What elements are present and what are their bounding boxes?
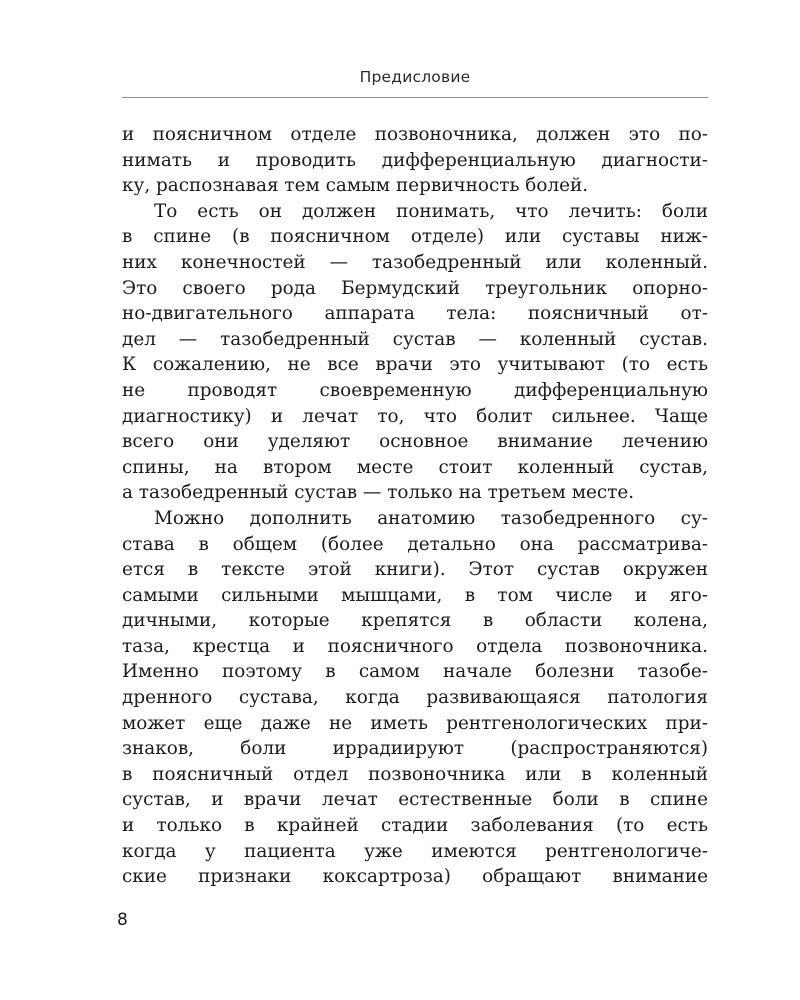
text-line: сустав, и врачи лечат естественные боли в спине	[122, 789, 708, 811]
text-line: самыми сильными мышцами, в том числе и яго-	[122, 584, 708, 606]
text-line: всего они уделяют основное внимание лечению	[122, 431, 708, 453]
text-line: дичными, которые крепятся в области колена,	[122, 610, 708, 632]
text-line: дренного сустава, когда развивающаяся патология	[122, 687, 708, 709]
text-line: нимать и проводить дифференциальную диагности-	[122, 149, 708, 171]
text-line: может еще даже не иметь рентгенологических при-	[122, 712, 708, 734]
text-line: в спине (в поясничном отделе) или суставы ниж-	[122, 226, 708, 248]
text-line: не проводят своевременную дифференциальную	[122, 379, 708, 401]
text-line: спины, на втором месте стоит коленный сустав,	[122, 456, 708, 478]
text-line: диагностику) и лечат то, что болит сильнее. Чаще	[122, 405, 708, 427]
text-line: К сожалению, не все врачи это учитывают (то есть	[122, 354, 708, 376]
text-line: става в общем (более детально она рассматрива-	[122, 533, 708, 555]
text-line: знаков, боли иррадиируют (распространяются)	[122, 738, 708, 760]
header-rule	[122, 97, 708, 98]
text-line: ские признаки коксартроза) обращают внимание	[122, 866, 708, 888]
text-line: но-двигательного аппарата тела: поясничный от-	[122, 303, 708, 325]
running-head: Предисловие	[359, 68, 471, 86]
page-number: 8	[117, 910, 128, 930]
text-line: в поясничный отдел позвоночника или в коленный	[122, 763, 708, 785]
text-line: и только в крайней стадии заболевания (то есть	[122, 815, 708, 837]
text-line: ку, распознавая тем самым первичность болей.	[122, 175, 589, 197]
text-line: дел — тазобедренный сустав — коленный сустав.	[122, 328, 708, 350]
text-line: ется в тексте этой книги). Этот сустав окружен	[122, 559, 708, 581]
text-line: То есть он должен понимать, что лечить: боли	[154, 200, 708, 222]
text-line: таза, крестца и поясничного отдела позвоночника.	[122, 635, 708, 657]
text-line: них конечностей — тазобедренный или коленный.	[122, 251, 708, 273]
text-line: Это своего рода Бермудский треугольник опорно-	[122, 277, 708, 299]
text-line: а тазобедренный сустав — только на третьем месте.	[122, 482, 635, 504]
text-line: Именно поэтому в самом начале болезни тазобе-	[122, 661, 708, 683]
text-line: Можно дополнить анатомию тазобедренного су-	[154, 507, 708, 529]
body-text	[122, 122, 708, 890]
text-line: когда у пациента уже имеются рентгенологиче-	[122, 840, 708, 862]
text-line: и поясничном отделе позвоночника, должен это по-	[122, 124, 708, 145]
